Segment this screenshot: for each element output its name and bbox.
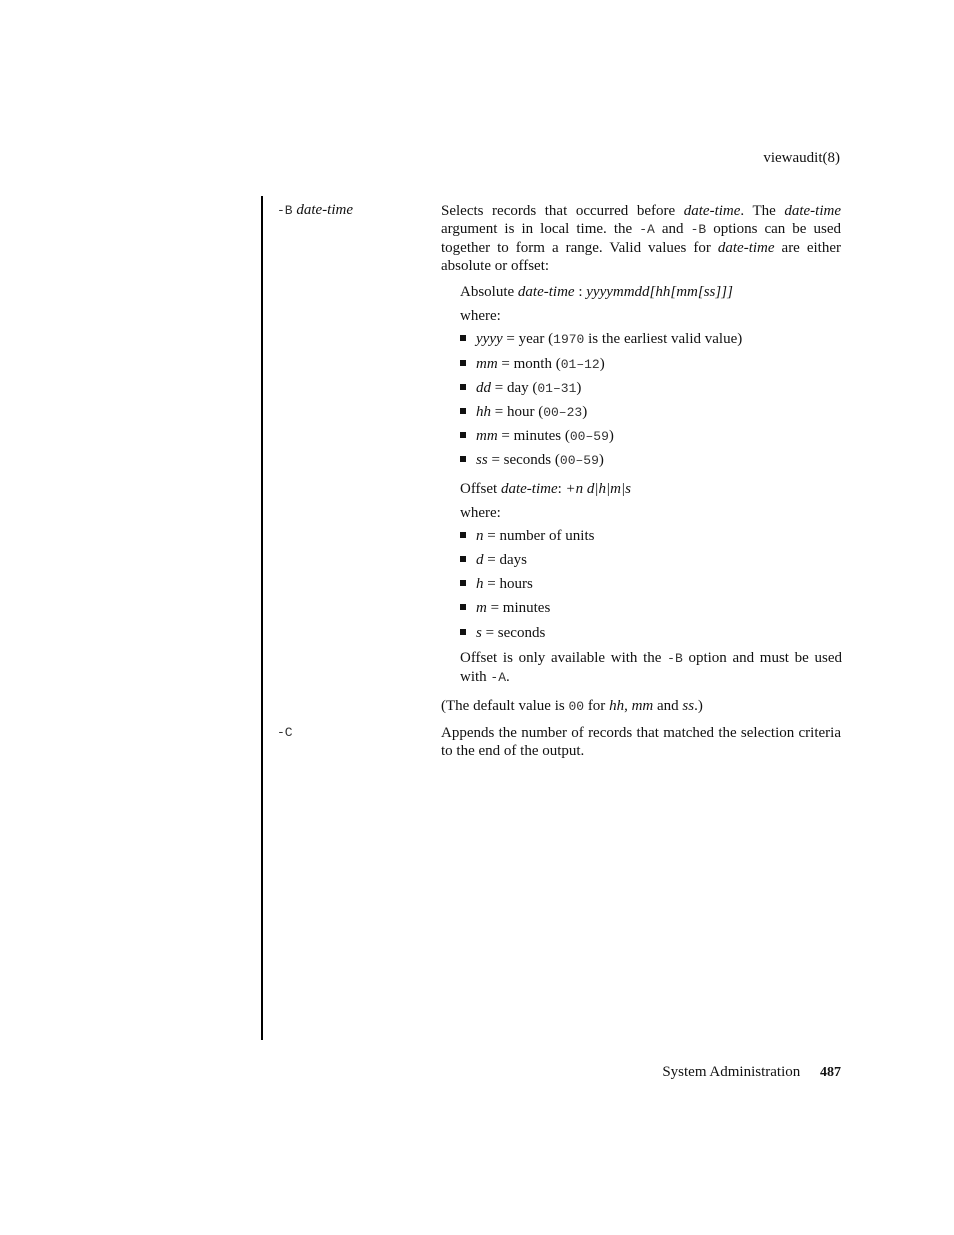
list-item	[460, 331, 742, 348]
option-b-description	[441, 202, 841, 275]
item-var: h	[476, 576, 484, 592]
list-item	[460, 356, 605, 373]
change-bar	[261, 196, 263, 1040]
item-var: n	[476, 528, 484, 544]
desc-flag-a: -A	[639, 222, 655, 237]
item-var: yyyy	[476, 331, 503, 347]
absolute-arg: date-time	[517, 284, 575, 300]
item-text: = minutes	[486, 600, 551, 616]
desc-flag-b: -B	[690, 222, 707, 237]
desc-arg: date-time	[717, 240, 775, 256]
note-flag-a: -A	[490, 670, 507, 685]
item-text: = year (	[502, 331, 554, 347]
option-b-term	[277, 202, 353, 219]
offset-format: +n d|h|m|s	[565, 481, 631, 497]
item-code: 1970	[553, 332, 585, 347]
item-var: hh	[476, 404, 491, 420]
absolute-label: Absolute	[460, 284, 515, 300]
default-value-note: (The default value is 00 for hh, mm and ss.)	[441, 698, 703, 714]
list-item	[460, 380, 581, 397]
default-var: ss	[682, 698, 695, 714]
bullet-icon	[460, 580, 466, 586]
item-text: )	[598, 452, 604, 468]
item-code: 00–23	[543, 405, 583, 420]
offset-arg: date-time	[500, 481, 558, 497]
item-text: = seconds	[481, 625, 546, 641]
item-text: )	[576, 380, 582, 396]
bullet-icon	[460, 432, 466, 438]
item-code: 00–59	[569, 429, 609, 444]
item-text: = month (	[497, 356, 561, 372]
list-item	[460, 528, 594, 545]
option-c-description: Appends the number of records that matched the selection criteria to the end of the output.	[441, 725, 841, 759]
item-var: mm	[476, 356, 498, 372]
item-var: d	[476, 552, 484, 568]
item-text: = hour (	[491, 404, 544, 420]
desc-text: Selects records that occurred before	[441, 203, 676, 219]
item-text: is the earliest valid value)	[584, 331, 743, 347]
bullet-icon	[460, 335, 466, 341]
item-text: = number of units	[483, 528, 595, 544]
item-code: 01–12	[560, 357, 600, 372]
item-var: dd	[476, 380, 491, 396]
list-item	[460, 404, 587, 421]
desc-text: . The	[740, 203, 776, 219]
item-var: m	[476, 600, 487, 616]
page-footer	[662, 1064, 841, 1081]
offset-label: Offset	[460, 481, 498, 497]
where-label: where:	[460, 308, 501, 324]
bullet-icon	[460, 604, 466, 610]
item-text: = minutes (	[497, 428, 570, 444]
item-text: )	[599, 356, 605, 372]
list-item	[460, 576, 533, 593]
offset-note: Offset is only available with the -B option and must be used with -A.	[460, 650, 842, 685]
bullet-icon	[460, 360, 466, 366]
list-item	[460, 625, 545, 642]
item-text: )	[582, 404, 588, 420]
bullet-icon	[460, 532, 466, 538]
where-label: where:	[460, 505, 501, 521]
bullet-icon	[460, 408, 466, 414]
default-text: for	[587, 698, 606, 714]
footer-section: System Administration	[662, 1064, 801, 1080]
list-item	[460, 600, 550, 617]
list-item	[460, 428, 614, 445]
desc-text: options can be used together to form a range. Valid values for	[441, 221, 842, 256]
item-text: = days	[483, 552, 527, 568]
default-code: 00	[568, 699, 585, 714]
absolute-format-line: Absolute date-time : yyyymmdd[hh[mm[ss]]]	[460, 284, 733, 300]
absolute-format: yyyymmdd[hh[mm[ss]]]	[586, 284, 733, 300]
bullet-icon	[460, 456, 466, 462]
list-item	[460, 452, 604, 469]
note-text: Offset is only available with the	[460, 650, 662, 666]
desc-text: argument is in local time. the	[441, 221, 633, 237]
item-var: mm	[476, 428, 498, 444]
running-header: viewaudit(8)	[763, 150, 840, 166]
default-var: hh	[609, 698, 625, 714]
page-number: 487	[820, 1065, 841, 1080]
note-text: option and must be used with	[460, 650, 842, 685]
desc-text: and	[661, 221, 684, 237]
default-text: (The default value is	[441, 698, 565, 714]
bullet-icon	[460, 629, 466, 635]
item-text: )	[608, 428, 614, 444]
item-var: ss	[476, 452, 488, 468]
item-code: 01–31	[537, 381, 577, 396]
note-flag-b: -B	[667, 651, 683, 666]
item-text: = hours	[483, 576, 533, 592]
option-c-term	[277, 724, 293, 741]
option-c-flag: -C	[277, 725, 293, 740]
default-text: and	[656, 698, 679, 714]
option-b-arg: date-time	[296, 202, 354, 218]
item-text: = day (	[491, 380, 538, 396]
default-var: mm	[631, 698, 654, 714]
desc-arg: date-time	[683, 203, 741, 219]
desc-text: are either absolute or offset:	[441, 240, 841, 274]
offset-format-line: Offset date-time: +n d|h|m|s	[460, 481, 631, 497]
item-code: 00–59	[559, 453, 599, 468]
list-item	[460, 552, 527, 569]
bullet-icon	[460, 384, 466, 390]
desc-arg: date-time	[784, 203, 842, 219]
item-var: s	[476, 625, 482, 641]
item-text: = seconds (	[487, 452, 560, 468]
option-b-flag: -B	[277, 203, 293, 218]
bullet-icon	[460, 556, 466, 562]
